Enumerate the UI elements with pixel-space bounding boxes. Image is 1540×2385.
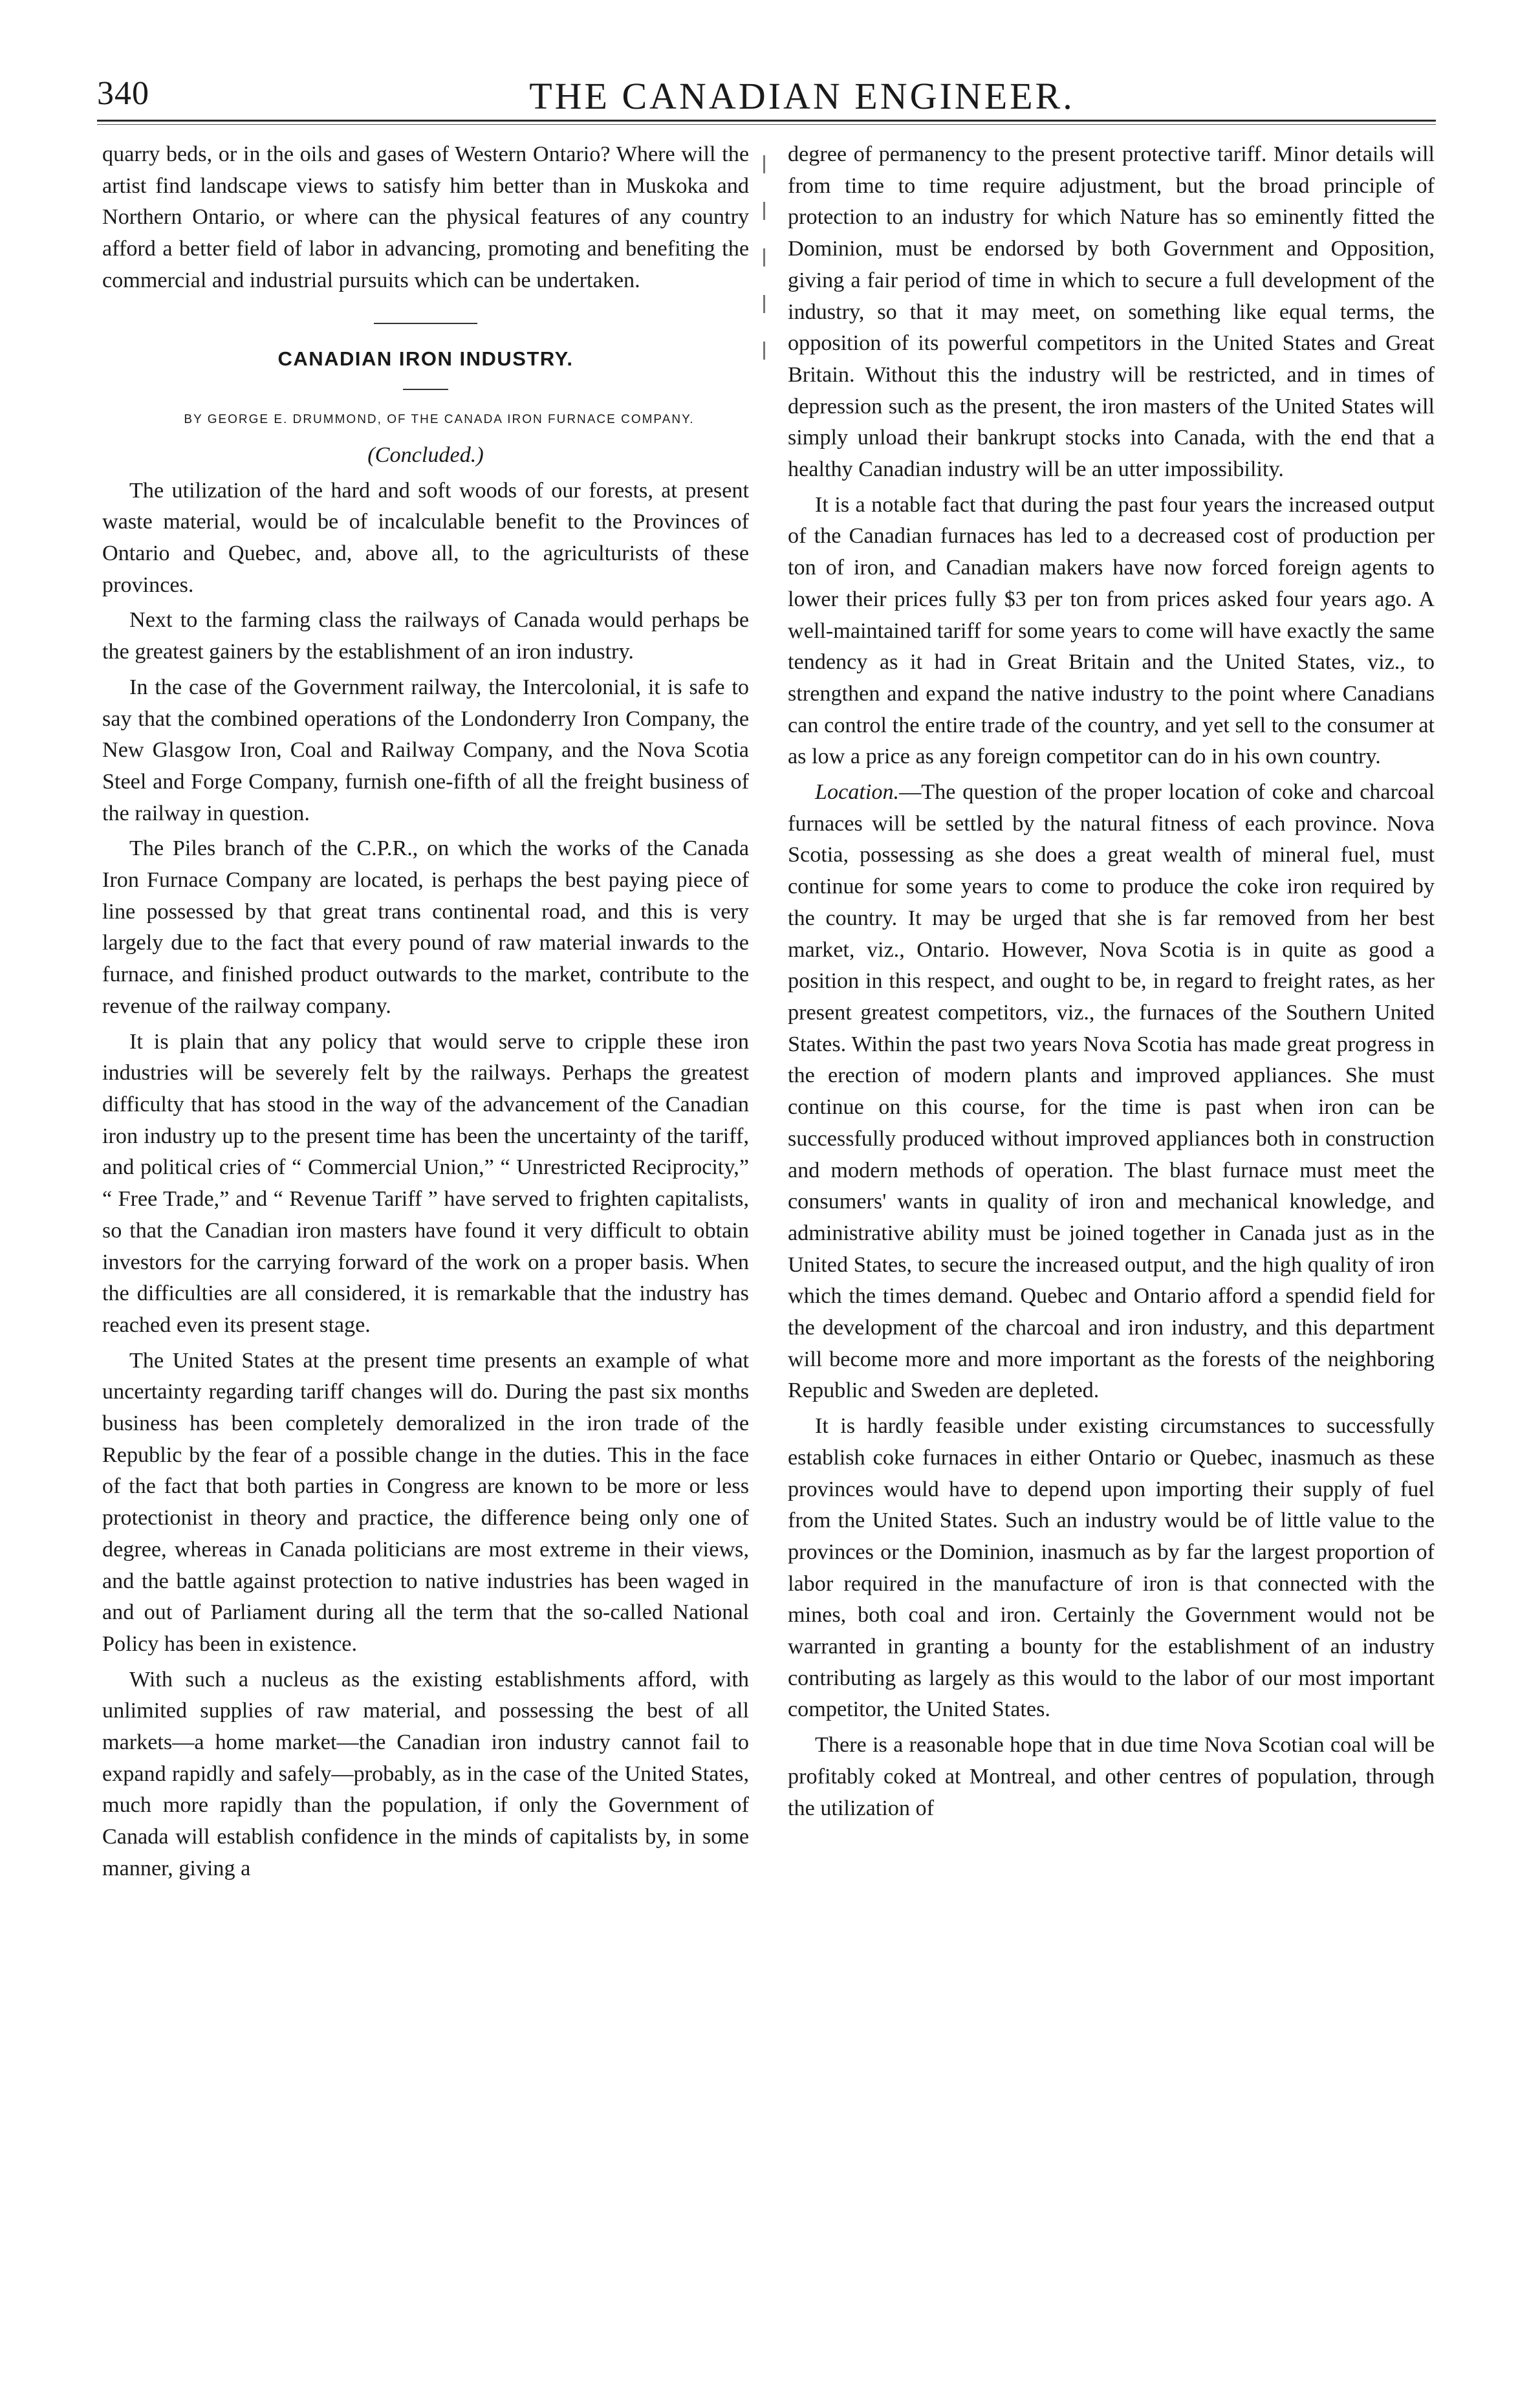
page-number: 340 <box>97 75 149 112</box>
location-paragraph <box>788 777 1435 1407</box>
body-paragraph: The Piles branch of the C.P.R., on which the works of the Canada Iron Furnace Company are located, is perhaps the best paying piece of line possessed by that great trans continental road, and this is very largely due to the fact that every pound of raw material inwards to the furnace, and finished product outwards to the market, contribute to the revenue of the railway company. <box>102 836 749 1018</box>
body-paragraph: It is a notable fact that during the past four years the increased output of the Canadian furnaces has led to a decreased cost of production per ton of iron, and Canadian makers have now forced foreign agents to lower their prices fully $3 per ton from prices asked four years ago. A well-maintained tariff for some years to come will have exactly the same tendency as it had in Great Britain and the United States, viz., to strengthen and expand the native industry to the point where Canadians can control the entire trade of the country, and yet sell to the consumer at as low a price as any foreign competitor can do in his own country. <box>788 492 1435 769</box>
concluded-note: (Concluded.) <box>367 442 484 467</box>
body-paragraph: In the case of the Government railway, the Intercolonial, it is safe to say that the combined operations of the Londonderry Iron Company, the New Glasgow Iron, Coal and Railway Company, and the Nova Scotia Steel and Forge Company, furnish one-fifth of all the freight business of the railway in question. <box>102 675 749 825</box>
body-paragraph: The United States at the present time presents an example of what uncertainty regarding tariff changes will do. During the past six months business has been completely demoralized in the iron trade of the Republic by the fear of a possible change in the duties. This in the face of the fact that both parties in Congress are known to be more or less protectionist in theory and practice, the difference being only one of degree, whereas in Canada politicians are most extreme in their views, and the battle against protection to native industries has been waged in and out of Parliament during all the term that the so-called National Policy has been in existence. <box>102 1348 749 1656</box>
gutter-binding-marks <box>758 155 771 388</box>
article-byline: BY GEORGE E. DRUMMOND, OF THE CANADA IRON FURNACE COMPANY. <box>184 413 695 427</box>
continued-paragraph: degree of permanency to the present protective tariff. Minor details will from time to time require adjustment, but the broad principle of protection to an industry for which Nature has so eminently fitted the Dominion, must be endorsed by both Government and Opposition, giving a fair period of time in which to secure a full development of the industry, so that it may meet, on something like equal terms, the opposition of its powerful competitors in the United States and Great Britain. Without this the industry will be restricted, and in times of depression such as the present, the iron masters of the United States will simply unload their bankrupt stocks into Canada, with the end that a healthy Canadian industry will be an utter impossibility. <box>788 142 1435 482</box>
location-text: —The question of the proper location of coke and charcoal furnaces will be settled by the natural fitness of each province. Nova Scotia, possessing as she does a great wealth of mineral fuel, must continue for some years to come to produce the coke iron required by the country. It may be urged that she is far removed from her best market, viz., Ontario. However, Nova Scotia is in quite as good a position in this respect, and ought to be, in regard to freight rates, as her present greatest competitors, viz., the furnaces of the Southern United States. Within the past two years Nova Scotia has made great progress in the erection of modern plants and improved appliances. She must continue on this course, for the time is past when iron can be successfully produced without improved appliances both in construction and modern methods of operation. The blast furnace must meet the consumers' wants in quality of iron and mechanical knowledge, and administrative ability must be joined together in Canada just as in the United States, to secure the increased output, and the high quality of iron which the times demand. Quebec and Ontario afford a spendid field for the development of the charcoal and iron industry, and this department will become more and more important as the forests of the neighboring Republic and Sweden are depleted. <box>788 780 1435 1403</box>
opening-paragraph: quarry beds, or in the oils and gases of Western Ontario? Where will the artist find landscape views to satisfy him better than in Muskoka and Northern Ontario, or where can the physical features of any country afford a better field of labor in advancing, promoting and benefiting the commercial and industrial pursuits which can be undertaken. <box>102 142 749 292</box>
body-paragraph: It is hardly feasible under existing circumstances to successfully establish coke furnaces in either Ontario or Quebec, inasmuch as these provinces would have to depend upon importing their supply of fuel from the United States. Such an industry would be of little value to the provinces or the Dominion, inasmuch as by far the largest proportion of labor required in the manufacture of iron is that connected with the mines, both coal and iron. Certainly the Government would not be warranted in granting a bounty for the establishment of an industry contributing as largely as this would to the labor of our most important competitor, the United States. <box>788 1414 1435 1722</box>
article-title: CANADIAN IRON INDUSTRY. <box>277 347 574 370</box>
section-divider <box>374 323 477 324</box>
header-rule <box>97 120 1436 122</box>
journal-title: THE CANADIAN ENGINEER. <box>529 75 1075 117</box>
right-column <box>788 139 1435 1828</box>
body-paragraph: Next to the farming class the railways of Canada would perhaps be the greatest gainers by the establishment of an iron industry. <box>102 608 749 664</box>
body-paragraph: It is plain that any policy that would serve to cripple these iron industries will be severely felt by the railways. Perhaps the greatest difficulty that has stood in the way of the advancement of the Canadian iron industry up to the present time has been the uncertainty of the tariff, and political cries of “ Commercial Union,” “ Unrestricted Reciprocity,” “ Free Trade,” and “ Revenue Tariff ” have served to frighten capitalists, so that the Canadian iron masters have found it very difficult to obtain investors for the carrying forward of the work on a proper basis. When the difficulties are all considered, it is remarkable that the industry has reached even its present stage. <box>102 1029 749 1337</box>
body-paragraph: With such a nucleus as the existing establishments afford, with unlimited supplies of raw material, and possessing the best of all markets—a home market—the Canadian iron industry cannot fail to expand rapidly and safely—probably, as in the case of the United States, much more rapidly than the population, if only the Government of Canada will establish confidence in the minds of capitalists by, in some manner, giving a <box>102 1667 749 1880</box>
body-paragraph: There is a reasonable hope that in due time Nova Scotian coal will be profitably coked at Montreal, and other centres of population, through the utilization of <box>788 1733 1435 1820</box>
title-divider <box>403 389 448 390</box>
page-header <box>97 68 1449 126</box>
left-column <box>102 139 749 1889</box>
location-run-in: Location. <box>815 780 900 805</box>
header-rule-thin <box>97 124 1436 125</box>
body-paragraph: The utilization of the hard and soft woods of our forests, at present waste material, would be of incalculable benefit to the Provinces of Ontario and Quebec, and, above all, to the agriculturists of these provinces. <box>102 478 749 597</box>
